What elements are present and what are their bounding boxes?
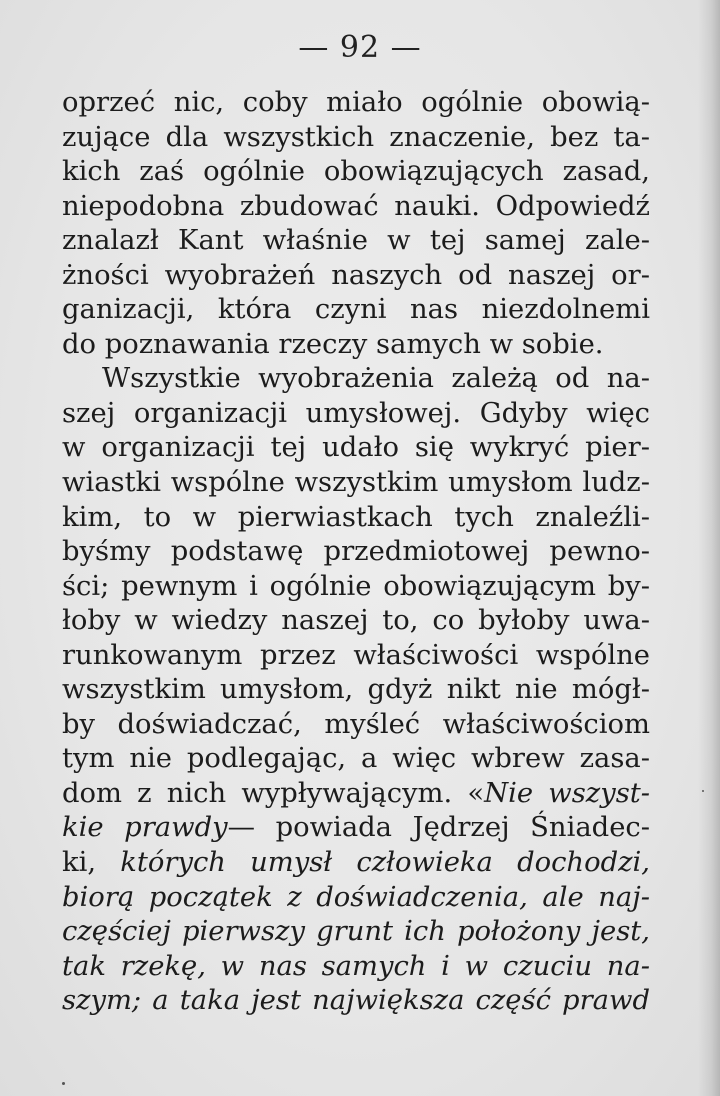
mixed-style-line [62, 777, 650, 812]
text-line: runkowanym przez właściwości wspólne [62, 639, 650, 671]
body-text [62, 86, 650, 1019]
paper-speck [62, 1082, 65, 1085]
text-line: niepodobna zbudować nauki. Odpowiedź [62, 190, 650, 222]
text-line: w organizacji tej udało się wykryć pier- [62, 432, 650, 464]
mixed-style-line [62, 846, 650, 881]
text-span: ki, [62, 847, 121, 879]
text-line: ganizacji, która czyni nas niezdolnemi [62, 294, 650, 326]
text-line: by doświadczać, myśleć właściwościom [62, 708, 650, 740]
quote-italic-span: kie prawdy [62, 812, 228, 844]
text-line: oprzeć nic, coby miało ogólnie obowią- [62, 87, 650, 118]
text-line: byśmy podstawę przedmiotowej pewno- [62, 536, 650, 568]
text-line: kim, to w pierwiastkach tych znaleźli- [62, 501, 650, 533]
text-line: do poznawania rzeczy samych w sobie. [62, 328, 604, 360]
page-edge-shadow [698, 0, 720, 1096]
text-line: kich zaś ogólnie obowiązujących zasad, [62, 156, 650, 188]
paper-speck [702, 790, 704, 792]
text-line: ści; pewnym i ogólnie obowiązującym by- [62, 570, 650, 602]
text-span: — powiada Jędrzej Śniadec- [227, 812, 650, 844]
quote-line: tak rzekę, w nas samych i w czuciu na- [62, 950, 650, 982]
text-span: dom z nich wypływającym. « [62, 777, 485, 809]
quote-line: częściej pierwszy grunt ich położony jest, [62, 916, 650, 948]
text-line: zujące dla wszystkich znaczenie, bez ta- [62, 121, 650, 153]
quote-italic-span: Nie wszyst- [484, 777, 651, 809]
quote-line: szym; a taka jest największa część prawd [62, 985, 650, 1017]
text-line: łoby w wiedzy naszej to, co byłoby uwa- [62, 605, 650, 637]
text-line: żności wyobrażeń naszych od naszej or- [62, 259, 650, 291]
text-line: szej organizacji umysłowej. Gdyby więc [62, 397, 650, 429]
quote-line: biorą początek z doświadczenia, ale naj- [62, 881, 650, 913]
text-line: tym nie podlegając, a więc wbrew zasa- [62, 743, 650, 775]
paragraph-start-line: Wszystkie wyobrażenia zależą od na- [102, 363, 650, 395]
quote-italic-span: których umysł człowieka dochodzi, [120, 847, 650, 879]
text-line: wiastki wspólne wszystkim umysłom ludz- [62, 467, 650, 499]
text-line: wszystkim umysłom, gdyż nikt nie mógł- [62, 674, 650, 706]
text-line: znalazł Kant właśnie w tej samej zale- [62, 225, 650, 257]
mixed-style-line [62, 811, 650, 846]
page-number: — 92 — [298, 30, 422, 65]
